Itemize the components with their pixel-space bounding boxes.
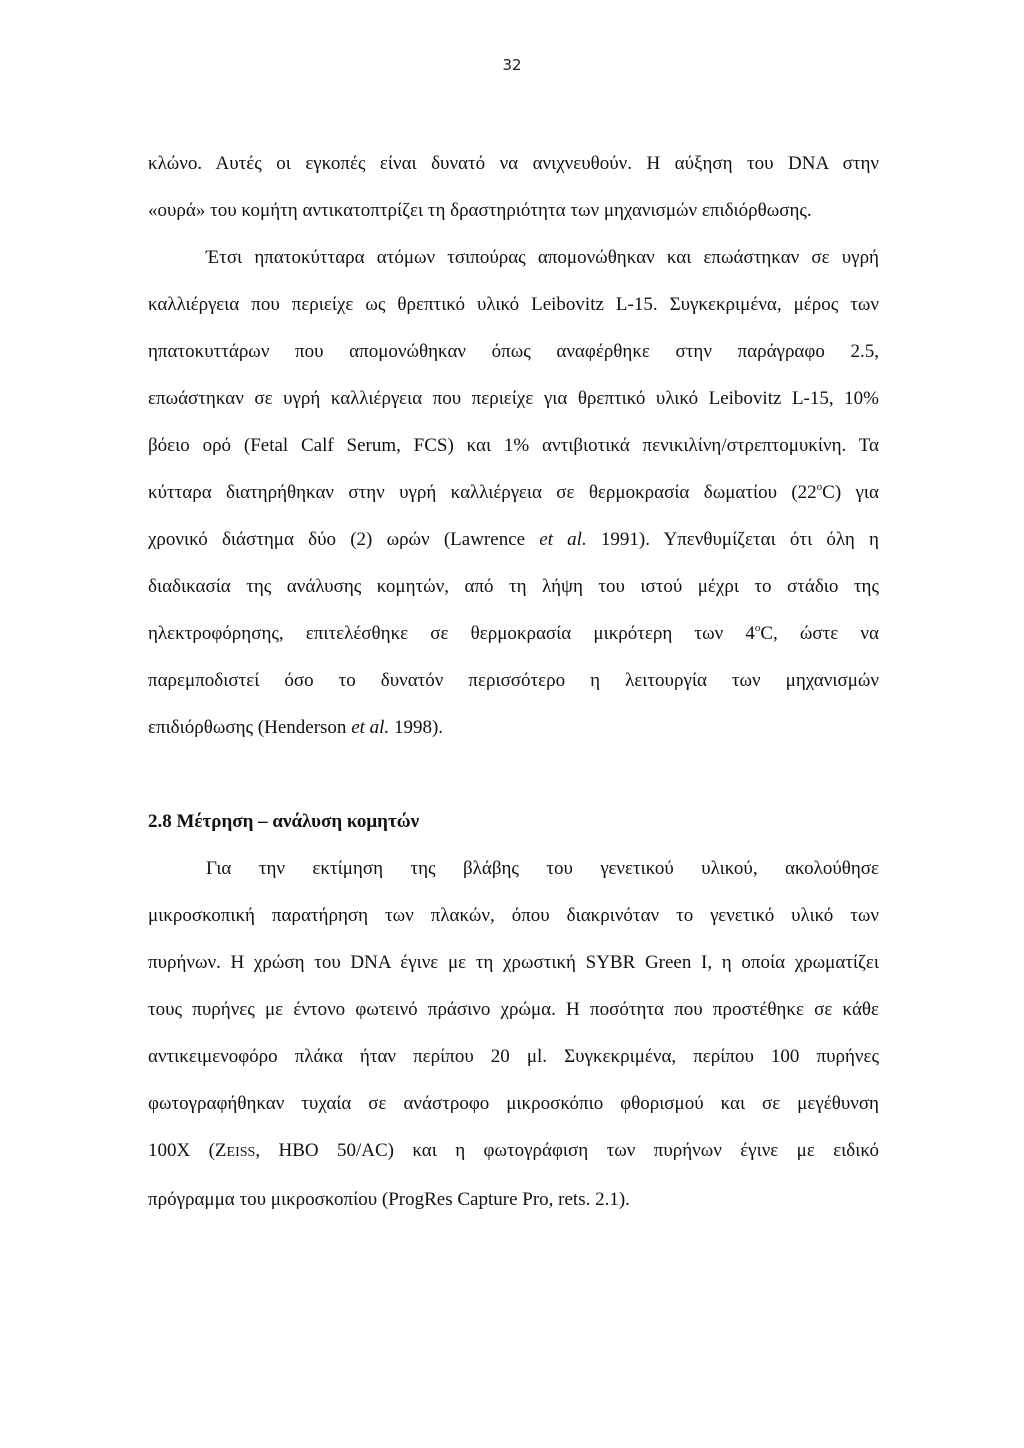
text-line: καλλιέργεια που περιείχε ως θρεπτικό υλικό Leibovitz L-15. Συγκεκριμένα, μέρος των [148, 294, 879, 315]
citation-italic: et al. [351, 717, 390, 738]
text-line: φωτογραφήθηκαν τυχαία σε ανάστροφο μικροσκόπιο φθορισμού και σε μεγέθυνση [148, 1093, 879, 1114]
text-line: «ουρά» του κομήτη αντικατοπτρίζει τη δραστηριότητα των μηχανισμών επιδιόρθωσης. [148, 200, 812, 221]
text-fragment: C, ώστε να [760, 623, 879, 644]
page-number: 32 [502, 56, 522, 74]
text-line: Για την εκτίμηση της βλάβης του γενετικού υλικού, ακολούθησε [206, 858, 879, 879]
paragraph-continuation [148, 140, 879, 234]
text-line: βόειο ορό (Fetal Calf Serum, FCS) και 1% αντιβιοτικά πενικιλίνη/στρεπτομυκίνη. Τα [148, 435, 879, 456]
text-line: παρεμποδιστεί όσο το δυνατόν περισσότερο η λειτουργία των μηχανισμών [148, 670, 879, 691]
text-line: αντικειμενοφόρο πλάκα ήταν περίπου 20 μl. Συγκεκριμένα, περίπου 100 πυρήνες [148, 1046, 879, 1067]
text-fragment: επιδιόρθωσης (Henderson [148, 717, 352, 738]
text-line [148, 610, 879, 657]
citation-italic: et al. [539, 529, 587, 550]
text-line: κλώνο. Αυτές οι εγκοπές είναι δυνατό να ανιχνευθούν. Η αύξηση του DNA στην [148, 153, 879, 174]
small-caps-fragment: EISS [226, 1145, 256, 1160]
text-line: διαδικασία της ανάλυσης κομητών, από τη λήψη του ιστού μέχρι το στάδιο της [148, 576, 879, 597]
text-line [148, 1127, 879, 1176]
text-line [148, 469, 879, 516]
degree-superscript: ο [816, 480, 823, 493]
text-line: μικροσκοπική παρατήρηση των πλακών, όπου διακρινόταν το γενετικό υλικό των [148, 905, 879, 926]
text-fragment: κύτταρα διατηρήθηκαν στην υγρή καλλιέργεια σε θερμοκρασία δωματίου (22 [148, 482, 817, 503]
paragraph-cell-isolation [148, 234, 879, 751]
text-fragment: 1991). Υπενθυμίζεται ότι όλη η [586, 529, 879, 550]
text-fragment: 1998). [389, 717, 444, 738]
text-line: πυρήνων. Η χρώση του DNA έγινε με τη χρωστική SYBR Green I, η οποία χρωματίζει [148, 952, 879, 973]
text-line [148, 516, 879, 563]
text-fragment: χρονικό διάστημα δύο (2) ωρών (Lawrence [148, 529, 540, 550]
text-fragment: C) για [822, 482, 879, 503]
text-line: ηπατοκυττάρων που απομονώθηκαν όπως αναφέρθηκε στην παράγραφο 2.5, [148, 341, 879, 362]
paragraph-comet-analysis [148, 845, 879, 1223]
text-fragment: 100X (Z [148, 1140, 227, 1161]
text-line: πρόγραμμα του μικροσκοπίου (ProgRes Capture Pro, rets. 2.1). [148, 1189, 630, 1210]
section-heading: 2.8 Μέτρηση – ανάλυση κομητών [148, 811, 420, 832]
text-fragment: , HBO 50/AC) και η φωτογράφιση των πυρήνων έγινε με ειδικό [255, 1140, 880, 1161]
document-body [148, 140, 879, 1223]
text-line [148, 704, 879, 751]
text-line: τους πυρήνες με έντονο φωτεινό πράσινο χρώμα. Η ποσότητα που προστέθηκε σε κάθε [148, 999, 879, 1020]
text-line: Έτσι ηπατοκύτταρα ατόμων τσιπούρας απομονώθηκαν και επωάστηκαν σε υγρή [206, 247, 879, 268]
text-line: επωάστηκαν σε υγρή καλλιέργεια που περιείχε για θρεπτικό υλικό Leibovitz L-15, 10% [148, 388, 879, 409]
degree-superscript: ο [754, 621, 761, 634]
text-fragment: ηλεκτροφόρησης, επιτελέσθηκε σε θερμοκρασία μικρότερη των 4 [148, 623, 755, 644]
